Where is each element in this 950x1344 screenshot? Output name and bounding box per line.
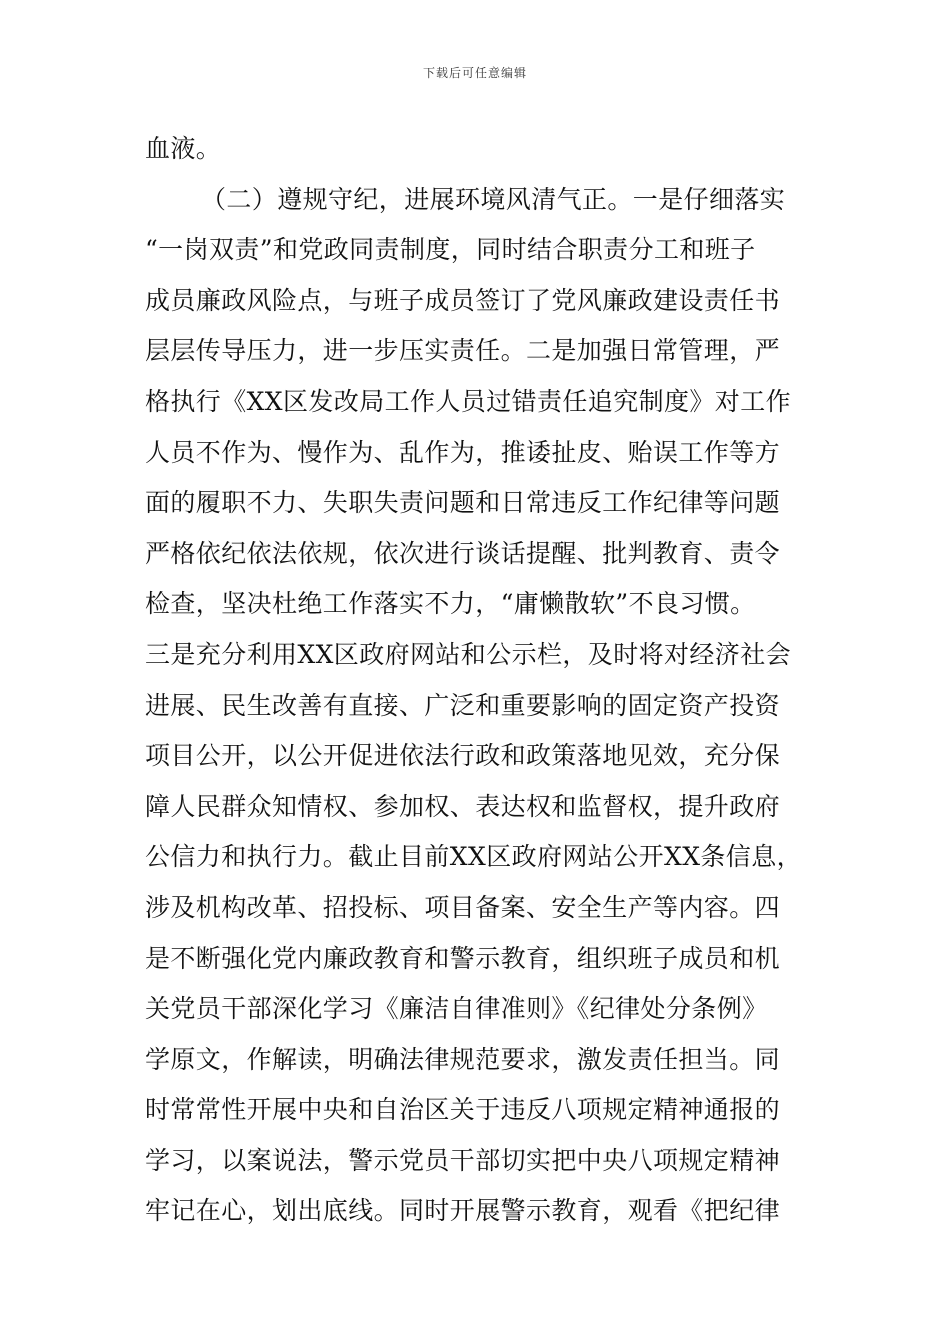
text-line: 血液。 (145, 134, 222, 163)
text-line: 学原文，作解读，明确法律规范要求，激发责任担当。同 (145, 1044, 781, 1074)
text-line: 严格依纪依法依规，依次进行谈话提醒、批判教育、责令 (145, 538, 781, 568)
text-line: 障人民群众知情权、参加权、表达权和监督权，提升政府 (145, 791, 781, 821)
text-line: 格执行《XX区发改局工作人员过错责任追究制度》对工作 (145, 386, 791, 416)
text-line: 面的履职不力、失职失责问题和日常违反工作纪律等问题 (145, 488, 781, 518)
text-line: 人员不作为、慢作为、乱作为，推诿扯皮、贻误工作等方 (145, 437, 781, 467)
text-line: 关党员干部深化学习《廉洁自律准则》《纪律处分条例》 (145, 994, 768, 1024)
text-line: 检查，坚决杜绝工作落实不力，“庸懒散软”不良习惯。 (145, 589, 756, 619)
text-line: 公信力和执行力。截止目前XX区政府网站公开XX条信息， (145, 842, 802, 872)
text-line: 层层传导压力，进一步压实责任。二是加强日常管理，严 (145, 336, 781, 366)
body-text (145, 124, 815, 1237)
text-line: 成员廉政风险点，与班子成员签订了党风廉政建设责任书 (145, 285, 781, 315)
text-line: “一岗双责”和党政同责制度，同时结合职责分工和班子 (145, 235, 756, 265)
text-line: 时常常性开展中央和自治区关于违反八项规定精神通报的 (145, 1095, 781, 1125)
header-note: 下载后可任意编辑 (422, 66, 527, 80)
text-line: 是不断强化党内廉政教育和警示教育，组织班子成员和机 (145, 943, 781, 973)
text-line: 项目公开，以公开促进依法行政和政策落地见效，充分保 (145, 741, 781, 771)
text-line: 三是充分利用XX区政府网站和公示栏，及时将对经济社会 (145, 639, 791, 669)
text-line: 涉及机构改革、招投标、项目备案、安全生产等内容。四 (145, 892, 781, 922)
text-line: （二）遵规守纪，进展环境风清气正。一是仔细落实 (201, 184, 786, 214)
text-line: 学习，以案说法，警示党员干部切实把中央八项规定精神 (145, 1145, 781, 1175)
text-line: 进展、民生改善有直接、广泛和重要影响的固定资产投资 (145, 690, 781, 720)
text-line: 牢记在心，划出底线。同时开展警示教育，观看《把纪律 (145, 1196, 781, 1226)
